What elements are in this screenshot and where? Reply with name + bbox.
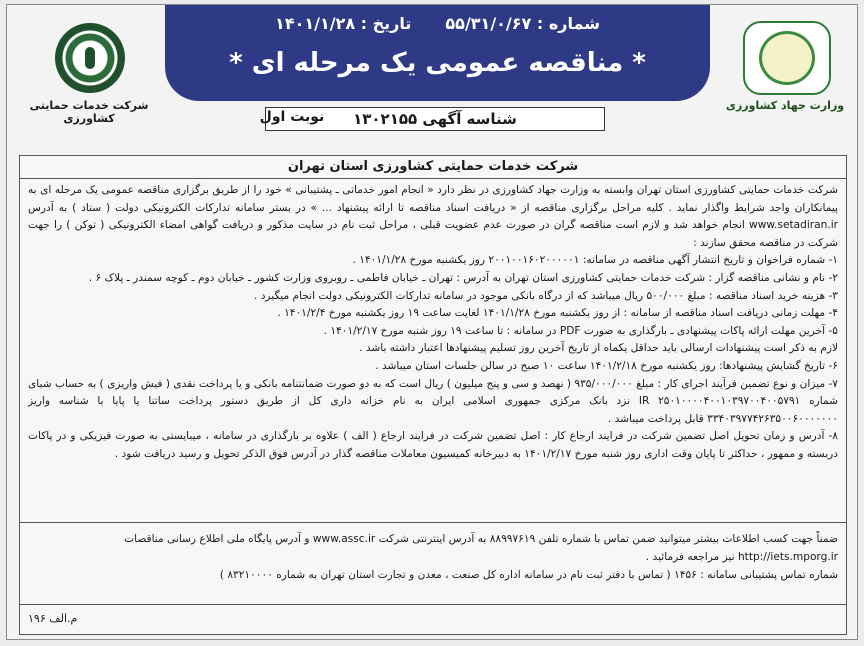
footer-text (28, 530, 838, 584)
item-3: ۳- هزینه خرید اسناد مناقصه : مبلغ ۵۰۰/۰۰۰ ریال میباشد که از درگاه بانکی موجود در سامانه تدارکات الکترونیکی دولت انجام میگیرد . (253, 289, 838, 302)
header-banner (165, 5, 710, 101)
item-2: ۲- نام و نشانی مناقصه گزار : شرکت خدمات حمایتی کشاورزی استان تهران به آدرس : تهران ـ خیابان فاطمی ـ روبروی وزارت کشور ـ خیابان دوم ـ کوچه سمندر ـ پلاک ۶ . (88, 271, 838, 284)
footer-support: شماره تماس پشتیبانی سامانه : ۱۴۵۶ ( تماس با دفتر ثبت نام در سامانه اداره کل صنعت ، معدن و تجارت استان تهران به شماره ۸۳۲۱۰۰۰۰ ) (219, 569, 838, 581)
ministry-logo (743, 21, 831, 95)
item-7: ۷- میزان و نوع تضمین فرآیند اجرای کار : مبلغ ۹۳۵/۰۰۰/۰۰۰ ( نهصد و سی و پنج میلیون ) ریال است که به دو صورت ضمانتنامه بانکی و یا پرداخت نقدی ( فیش واریزی ) به حساب شبای شماره IR ۲۵۰۱۰۰۰۰۴۰۰۱۰۳۹۷۰۰۴۰۰۵۷۹۱ نزد بانک مرکزی جمهوری اسلامی ایران به نام خزانه داری کل از طریق دستور پرداخت ساتنا یا پایا با شناسه واریز ۳۳۴۰۳۹۷۷۴۲۶۳۵۰۰۶۰۰۰۰۰۰۰ قابل پرداخت میباشد . (28, 377, 839, 425)
notice-title: * مناقصه عمومی یک مرحله ای * (229, 48, 646, 78)
company-logo (55, 23, 125, 93)
item-6: ۶- تاریخ گشایش پیشنهادها: روز یکشنبه مورخ ۱۴۰۱/۲/۱۸ ساعت ۱۰ صبح در سالن جلسات استان میباشد . (375, 359, 838, 372)
footer-info: ضمناً جهت کسب اطلاعات بیشتر میتوانید ضمن تماس با شماره تلفن ۸۸۹۹۷۶۱۹ به آدرس اینترنتی شرکت www.assc.ir و آدرس پایگاه ملی اطلاع رسانی مناقصات http://iets.mporg.ir نیز مراجعه فرمائید . (124, 533, 838, 563)
item-5-note: لازم به ذکر است پیشنهادات ارسالی باید حداقل یکماه از تاریخ آخرین روز تسلیم پیشنهادها اعتبار داشته باشد . (359, 342, 838, 355)
divider (20, 522, 846, 523)
item-4: ۴- مهلت زمانی دریافت اسناد مناقصه از سامانه : از روز یکشنبه مورخ ۱۴۰۱/۱/۲۸ لغایت ساعت ۱۹ روز یکشنبه مورخ ۱۴۰۱/۲/۴ . (277, 307, 838, 320)
body-title: شرکت خدمات حمایتی کشاورزی استان تهران (20, 156, 846, 179)
ministry-logo-caption: وزارت جهاد کشاورزی (725, 99, 845, 112)
header-meta (165, 11, 710, 37)
intro-paragraph: شرکت خدمات حمایتی کشاورزی استان تهران وابسته به وزارت جهاد کشاورزی در نظر دارد « انجام امور خدماتی ـ پشتیبانی » خود را از طریق برگزاری مناقصه عمومی یک مرحله ای به پیمانکاران واجد شرایط واگذار نماید . کلیه مراحل برگزاری مناقصه از « دریافت اسناد مناقصه تا ارائه پیشنهاد ... » در بستر سامانه تدارکات الکترونیکی دولت ( ستاد ) به آدرس www.setadiran.ir انجام خواهد شد و لازم است مناقصه گران در صورت عدم عضویت قبلی ، مراحل ثبت نام در سایت مذکور و دریافت گواهی امضاء الکترونیکی ( توکن ) را جهت شرکت در مناقصه محقق سازند : (28, 184, 838, 249)
company-logo-caption: شرکت خدمات حمایتی کشاورزی (29, 99, 149, 125)
item-1: ۱- شماره فراخوان و تاریخ انتشار آگهی مناقصه در سامانه: ۲۰۰۱۰۰۱۶۰۲۰۰۰۰۰۱ روز یکشنبه مورخ ۱۴۰۱/۱/۲۸ . (352, 254, 838, 267)
notice-code: م.الف ۱۹۶ (28, 612, 78, 625)
round-label: نوبت اول (259, 109, 325, 125)
tender-notice (6, 4, 858, 640)
body-text (28, 182, 838, 464)
divider (20, 604, 846, 605)
ad-id: شناسه آگهی ۱۳۰۲۱۵۵ (353, 110, 517, 128)
item-5: ۵- آخرین مهلت ارائه پاکات پیشنهادی ـ بارگذاری به صورت PDF در سامانه : تا ساعت ۱۹ روز شنبه مورخ ۱۴۰۱/۲/۱۷ . (323, 324, 838, 337)
notice-date: تاریخ : ۱۴۰۱/۱/۲۸ (275, 14, 412, 33)
item-8: ۸- آدرس و زمان تحویل اصل تضمین شرکت در فرایند ارجاع کار : اصل تضمین شرکت در فرایند ارجاع ( الف ) علاوه بر بارگذاری در سامانه ، میبایستی به صورت فیزیکی و در پاکات دربسته و ممهور ، حداکثر تا پایان وقت اداری روز شنبه مورخ ۱۴۰۱/۲/۱۷ به دبیرخانه کمیسیون معاملات مناقصه گذار در آدرس فوق الذکر تحویل و رسید دریافت شود . (28, 430, 838, 460)
notice-body (19, 155, 847, 635)
notice-number: شماره : ۵۵/۳۱/۰/۶۷ (445, 14, 600, 33)
